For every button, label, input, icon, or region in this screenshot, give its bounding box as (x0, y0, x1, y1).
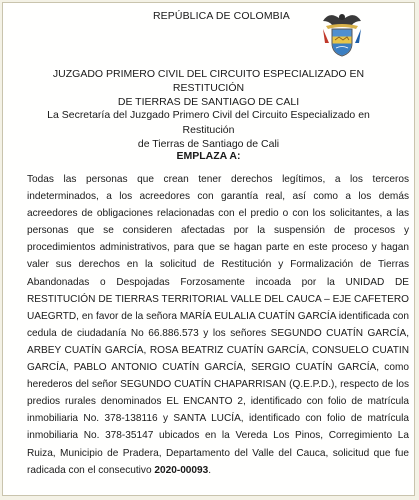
intro-paragraph (3, 108, 414, 152)
court-name-line: DE TIERRAS DE SANTIAGO DE CALI (117, 96, 300, 108)
intro-line: de Tierras de Santiago de Cali (137, 138, 280, 150)
court-name-line: JUZGADO PRIMERO CIVIL DEL CIRCUITO ESPECIALIZADO EN RESTITUCIÓN (52, 68, 365, 94)
radicado-number: 2020-00093 (154, 464, 209, 476)
coat-of-arms-icon (319, 9, 365, 59)
country-heading: REPÚBLICA DE COLOMBIA (153, 10, 290, 22)
document-page (2, 2, 415, 496)
edict-body (27, 171, 409, 479)
summon-title: EMPLAZA A: (176, 150, 241, 162)
edict-body-text: Todas las personas que crean tener derechos legítimos, a los terceros indeterminados, a los acreedores con garantía real, así como a los demás acreedores de obligaciones relacionadas con el predio o con los solicitantes, a las personas que se consideren afectadas por la suspensión de procesos y procedimientos administrativos, para que se hagan parte en este proceso y hagan valer sus derechos en la solicitud de Restitución y Formalización de Tierras Abandonadas o Despojadas Forzosamente incoada por la UNIDAD DE RESTITUCIÓN DE TIERRAS TERRITORIAL VALLE DEL CAUCA – EJE CAFETERO UAEGRTD, en favor de la señora MARÍA EULALIA CUATÍN GARCÍA identificada con cedula de ciudadanía No 66.886.573 y los señores SEGUNDO CUATÍN GARCÍA, ARBEY CUATÍN GARCÍA, ROSA BEATRIZ CUATÍN GARCÍA, CONSUELO CUATIN GARCÍA, PABLO ANTONIO CUATÍN GARCÍA, SERGIO CUATÍN GARCÍA, como herederos del señor SEGUNDO CUATÍN CHAPARRISAN (Q.E.P.D.), respecto de los predios rurales denominados EL ENCANTO 2, identificado con folio de matrícula inmobiliaria No. 378-138116 y SANTA LUCÍA, identificado con folio de matrícula inmobiliaria No. 378-35147 ubicados en la Vereda Los Pinos, Corregimiento La Ruiza, Municipio de Pradera, Departamento del Valle del Cauca, solicitud que fue radicada con el consecutivo (27, 174, 409, 476)
court-name (3, 67, 414, 109)
edict-body-end: . (208, 464, 212, 476)
intro-line: La Secretaría del Juzgado Primero Civil del Circuito Especializado en Restitución (47, 109, 370, 136)
